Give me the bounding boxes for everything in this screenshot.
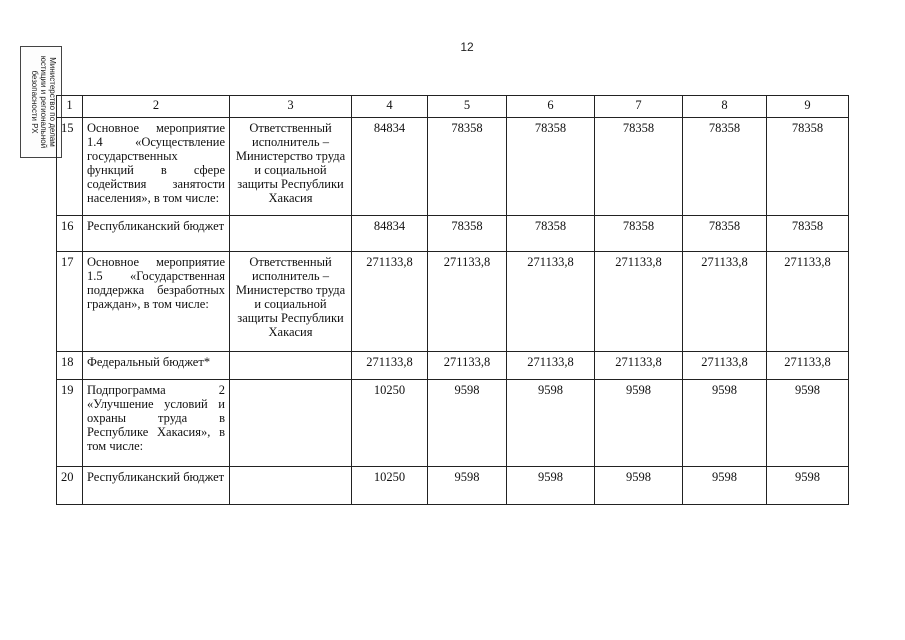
header-cell: 7 [595,96,683,118]
executor-cell: Ответственный исполнитель – Министерство труда и социальной защиты Республики Хакасия [230,118,352,216]
amount-cell: 9598 [507,467,595,505]
amount-cell: 271133,8 [683,252,767,352]
row-number-cell: 19 [57,380,83,467]
table-row [57,252,849,352]
activity-name-cell: Основное мероприятие 1.4 «Осуществление государственных функций в сфере содействия занятости населения», в том числе: [83,118,230,216]
executor-cell [230,380,352,467]
amount-cell: 78358 [507,118,595,216]
row-number-cell: 20 [57,467,83,505]
amount-cell: 271133,8 [352,352,428,380]
header-cell: 4 [352,96,428,118]
amount-cell: 9598 [507,380,595,467]
page-number: 12 [460,40,474,54]
amount-cell: 271133,8 [767,352,849,380]
table-row [57,216,849,252]
amount-cell: 78358 [683,216,767,252]
header-cell: 3 [230,96,352,118]
amount-cell: 9598 [428,380,507,467]
amount-cell: 10250 [352,467,428,505]
stamp-line: безопасности РХ [30,70,39,134]
header-cell: 2 [83,96,230,118]
amount-cell: 271133,8 [683,352,767,380]
activity-name-cell: Федеральный бюджет* [83,352,230,380]
amount-cell: 9598 [595,467,683,505]
stamp-text [21,47,61,157]
table-header-row [57,96,849,118]
amount-cell: 78358 [595,216,683,252]
header-cell: 9 [767,96,849,118]
activity-name-cell: Республиканский бюджет [83,467,230,505]
executor-cell: Ответственный исполнитель – Министерство труда и социальной защиты Республики Хакасия [230,252,352,352]
amount-cell: 78358 [428,118,507,216]
header-cell: 5 [428,96,507,118]
executor-cell [230,467,352,505]
amount-cell: 9598 [595,380,683,467]
table-row [57,467,849,505]
amount-cell: 9598 [683,467,767,505]
amount-cell: 78358 [767,118,849,216]
amount-cell: 78358 [595,118,683,216]
stamp-line: Министерство по делам [48,57,57,147]
amount-cell: 271133,8 [507,252,595,352]
row-number-cell: 18 [57,352,83,380]
amount-cell: 84834 [352,118,428,216]
amount-cell: 271133,8 [767,252,849,352]
amount-cell: 78358 [428,216,507,252]
budget-table [56,95,849,505]
stamp-line: юстиции и региональной [39,55,48,149]
amount-cell: 78358 [683,118,767,216]
activity-name-cell: Подпрограмма 2 «Улучшение условий и охраны труда в Республике Хакасия», в том числе: [83,380,230,467]
activity-name-cell: Республиканский бюджет [83,216,230,252]
row-number-cell: 17 [57,252,83,352]
amount-cell: 10250 [352,380,428,467]
header-cell: 1 [57,96,83,118]
header-cell: 8 [683,96,767,118]
amount-cell: 78358 [507,216,595,252]
amount-cell: 271133,8 [428,352,507,380]
amount-cell: 78358 [767,216,849,252]
executor-cell [230,352,352,380]
header-cell: 6 [507,96,595,118]
amount-cell: 271133,8 [595,252,683,352]
row-number-cell: 16 [57,216,83,252]
activity-name-cell: Основное мероприятие 1.5 «Государственная поддержка безработных граждан», в том числе: [83,252,230,352]
table-row [57,380,849,467]
amount-cell: 9598 [683,380,767,467]
amount-cell: 9598 [767,380,849,467]
amount-cell: 9598 [767,467,849,505]
amount-cell: 271133,8 [507,352,595,380]
amount-cell: 84834 [352,216,428,252]
amount-cell: 271133,8 [428,252,507,352]
executor-cell [230,216,352,252]
table-row [57,352,849,380]
table-row [57,118,849,216]
row-number-cell: 15 [57,118,83,216]
amount-cell: 271133,8 [352,252,428,352]
amount-cell: 271133,8 [595,352,683,380]
amount-cell: 9598 [428,467,507,505]
